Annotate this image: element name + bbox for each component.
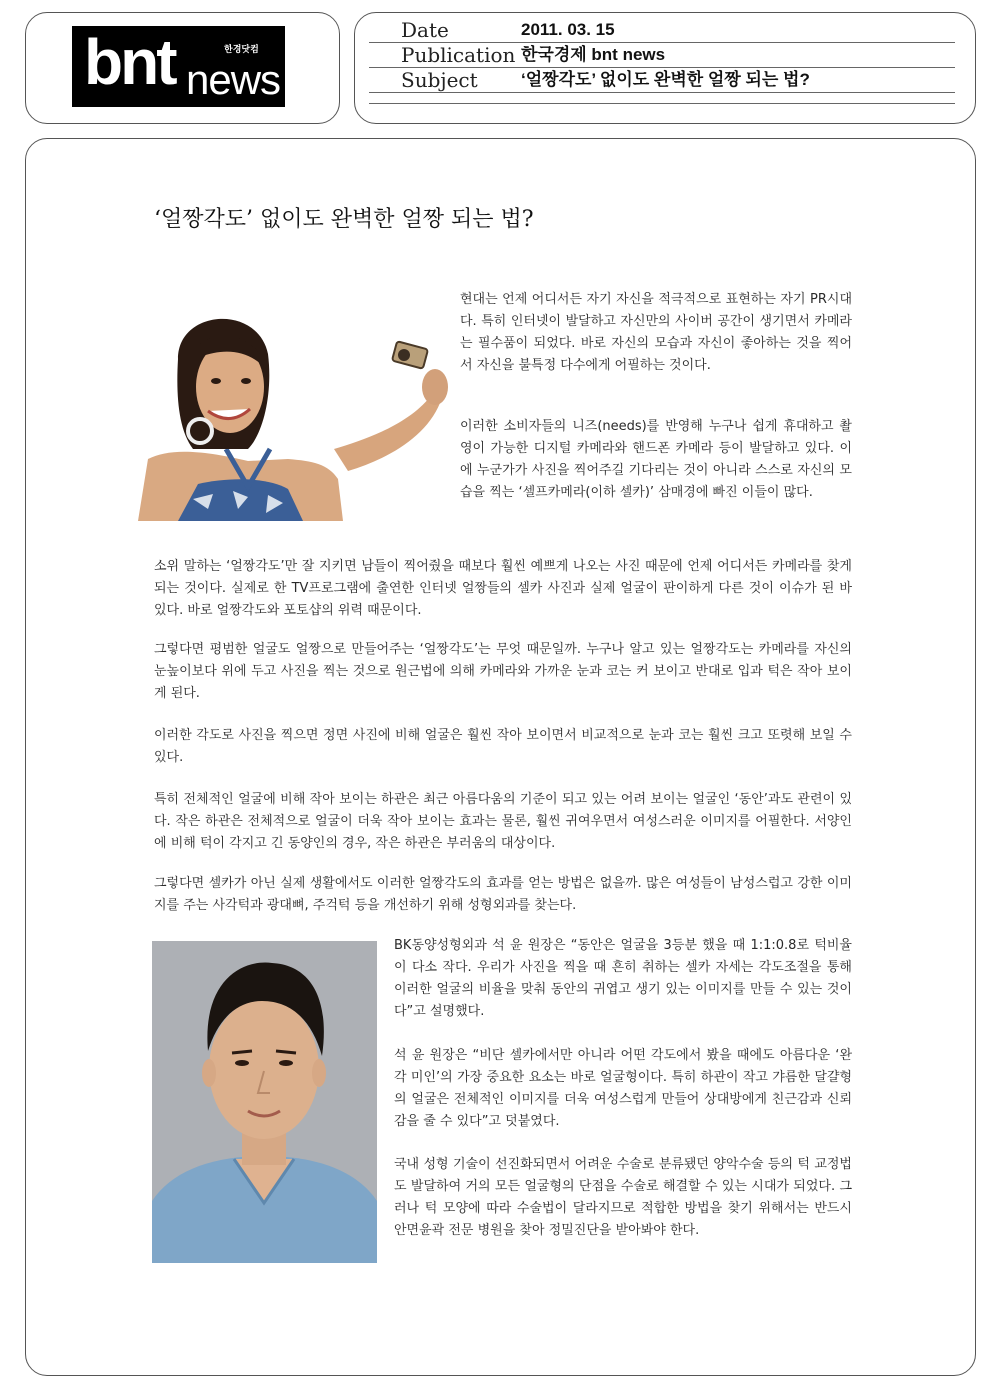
meta-panel: [354, 12, 976, 124]
date-label: Date: [401, 18, 449, 42]
doctor-portrait-photo: [152, 941, 377, 1263]
paragraph-10: 국내 성형 기술이 선진화되면서 어려운 수술로 분류됐던 양악수술 등의 턱 교정법도 발달하여 거의 모든 얼굴형의 단점을 수술로 해결할 수 있는 시대가 되었다. 그러나 턱 모양에 따라 수술법이 달라지므로 적합한 방법을 찾기 위해서는 반드시 안면윤곽 전문 병원을 찾아 정밀진단을 받아봐야 한다.: [394, 1157, 852, 1238]
publication-value: 한국경제 bnt news: [521, 45, 666, 64]
bntnews-logo: [72, 26, 285, 107]
meta-publication-row: [369, 42, 955, 68]
date-value: 2011. 03. 15: [521, 20, 615, 39]
paragraph-3: 소위 말하는 ‘얼짱각도’만 잘 지키면 남들이 찍어줬을 때보다 훨씬 예쁘게 나오는 사진 때문에 언제 어디서든 카메라를 찾게 되는 것이다. 실제로 한 TV프로그램에 출연한 인터넷 얼짱들의 셀카 사진과 실제 얼굴이 판이하게 다른 것이 이슈가 된 바 있다. 바로 얼짱각도와 포토샵의 위력 때문이다.: [154, 559, 852, 618]
meta-date-row: [369, 17, 955, 43]
subject-value: ‘얼짱각도’ 없이도 완벽한 얼짱 되는 법?: [521, 70, 810, 89]
meta-divider: [369, 103, 955, 104]
logo-panel: [25, 12, 340, 124]
article-headline: ‘얼짱각도’ 없이도 완벽한 얼짱 되는 법?: [154, 207, 534, 232]
paragraph-8: BK동양성형외과 석 윤 원장은 “동안은 얼굴을 3등분 했을 때 1:1:0.8로 턱비율이 다소 작다. 우리가 사진을 찍을 때 흔히 취하는 셀카 자세는 각도조절을 통해 이러한 얼굴의 비율을 맞춰 동안의 귀엽고 생기 있는 이미지를 만들 수 있는 것이다”고 설명했다.: [394, 938, 852, 1019]
paragraph-9: 석 윤 원장은 “비단 셀카에서만 아니라 어떤 각도에서 봤을 때에도 아름다운 ‘완각 미인’의 가장 중요한 요소는 바로 얼굴형이다. 특히 하관이 작고 갸름한 달걀형의 얼굴은 전체적인 이미지를 더욱 여성스럽게 만들어 상대방에게 친근감과 신뢰감을 줄 수 있다”고 덧붙였다.: [394, 1048, 852, 1129]
paragraph-6: 특히 전체적인 얼굴에 비해 작아 보이는 하관은 최근 아름다움의 기준이 되고 있는 어려 보이는 얼굴인 ‘동안’과도 관련이 있다. 작은 하관은 전체적으로 얼굴이 더욱 작아 보이는 효과는 물론, 훨씬 귀여우면서 여성스러운 이미지를 어필한다. 서양인에 비해 턱이 각지고 긴 동양인의 경우, 작은 하관은 부러움의 대상이다.: [154, 792, 852, 851]
publication-label: Publication: [401, 43, 516, 67]
paragraph-2: 이러한 소비자들의 니즈(needs)를 반영해 누구나 쉽게 휴대하고 촬영이 가능한 디지털 카메라와 핸드폰 카메라 등이 발달하고 있다. 이에 누군가가 사진을 찍어주길 기다리는 것이 아니라 스스로 자신의 모습을 찍는 ‘셀프카메라(이하 셀카)’ 삼매경에 빠진 이들이 많다.: [460, 419, 852, 500]
woman-selfie-photo: [138, 299, 448, 521]
paragraph-7: 그렇다면 셀카가 아닌 실제 생활에서도 이러한 얼짱각도의 효과를 얻는 방법은 없을까. 많은 여성들이 남성스럽고 강한 이미지를 주는 사각턱과 광대뼈, 주걱턱 등을 개선하기 위해 성형외과를 찾는다.: [154, 876, 852, 913]
logo-brand: bnt: [84, 26, 175, 98]
paragraph-5: 이러한 각도로 사진을 찍으면 정면 사진에 비해 얼굴은 훨씬 작아 보이면서 비교적으로 눈과 코는 훨씬 크고 또렷해 보일 수 있다.: [154, 728, 852, 765]
logo-korean: 한경닷컴: [224, 45, 259, 55]
paragraph-1: 현대는 언제 어디서든 자기 자신을 적극적으로 표현하는 자기 PR시대다. 특히 인터넷이 발달하고 자신만의 사이버 공간이 생기면서 카메라는 필수품이 되었다. 바로 자신의 모습과 자신이 좋아하는 것을 찍어서 자신을 불특정 다수에게 어필하는 것이다.: [460, 292, 852, 373]
logo-news: news: [186, 56, 281, 103]
subject-label: Subject: [401, 68, 478, 92]
paragraph-4: 그렇다면 평범한 얼굴도 얼짱으로 만들어주는 ‘얼짱각도’는 무엇 때문일까. 누구나 알고 있는 얼짱각도는 카메라를 자신의 눈높이보다 위에 두고 사진을 찍는 것으로 원근법에 의해 카메라와 가까운 눈과 코는 커 보이고 반대로 입과 턱은 작아 보이게 된다.: [154, 642, 852, 701]
meta-subject-row: [369, 67, 955, 93]
article-panel: [25, 138, 976, 1376]
